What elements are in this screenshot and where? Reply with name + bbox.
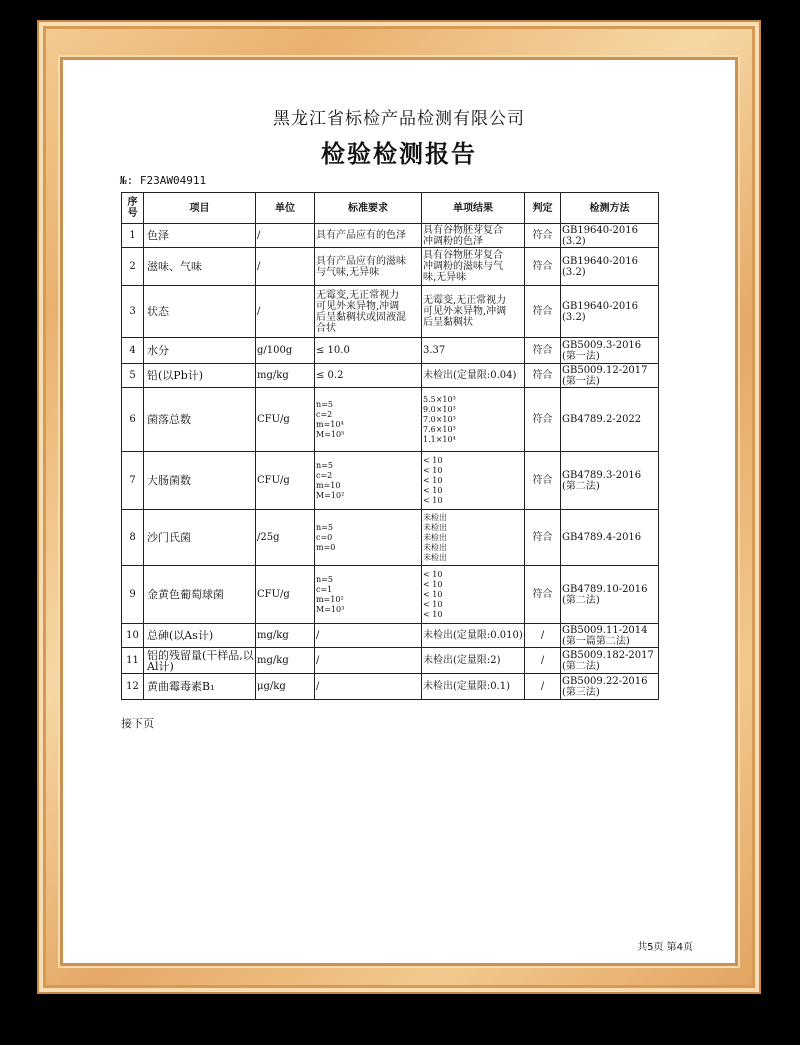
cell-method bbox=[561, 566, 659, 624]
cell-requirement-line: M=10² bbox=[316, 490, 345, 500]
table-row bbox=[122, 364, 659, 388]
table-row bbox=[122, 566, 659, 624]
cell-result bbox=[422, 624, 525, 648]
cell-judgement: 符合 bbox=[525, 510, 561, 566]
cell-method-line: GB4789.2-2022 bbox=[562, 414, 642, 425]
cell-result-line: 未检出 bbox=[423, 552, 447, 562]
table-row bbox=[122, 510, 659, 566]
cell-result-line: 7.0×10³ bbox=[423, 414, 456, 424]
col-header-method: 检测方法 bbox=[561, 193, 659, 224]
cell-requirement-line: ≤ 10.0 bbox=[316, 345, 350, 356]
cell-item: 铅(以Pb计) bbox=[144, 364, 256, 388]
cell-requirement-line: c=2 bbox=[316, 409, 333, 419]
cell-judgement: 符合 bbox=[525, 338, 561, 364]
col-header-no: 序号 bbox=[122, 193, 144, 224]
cell-result bbox=[422, 248, 525, 286]
cell-method bbox=[561, 674, 659, 700]
cell-result-line: 冲调粉的色泽 bbox=[423, 235, 483, 247]
cell-method bbox=[561, 286, 659, 338]
cell-method bbox=[561, 338, 659, 364]
cell-judgement: 符合 bbox=[525, 364, 561, 388]
cell-no: 10 bbox=[122, 624, 144, 648]
cell-judgement: 符合 bbox=[525, 248, 561, 286]
cell-unit: μg/kg bbox=[256, 674, 315, 700]
continued-note: 接下页 bbox=[121, 717, 154, 730]
cell-requirement-line: m=0 bbox=[316, 542, 336, 552]
cell-no: 4 bbox=[122, 338, 144, 364]
report-number-value: F23AW04911 bbox=[139, 174, 207, 187]
cell-result-line: 未检出(定量限:0.010) bbox=[423, 630, 523, 641]
cell-result-line: 味,无异味 bbox=[423, 272, 467, 283]
cell-requirement-line: M=10³ bbox=[316, 604, 345, 614]
cell-result bbox=[422, 286, 525, 338]
cell-requirement-line: M=10⁵ bbox=[316, 429, 345, 439]
cell-unit: CFU/g bbox=[256, 452, 315, 510]
cell-requirement-line: 具有产品应有的滋味 bbox=[316, 255, 406, 267]
cell-requirement-line: 无霉变,无正常视力 bbox=[316, 289, 400, 301]
cell-result-line: 未检出(定量限:2) bbox=[423, 655, 501, 666]
cell-method bbox=[561, 364, 659, 388]
cell-result bbox=[422, 510, 525, 566]
cell-no: 2 bbox=[122, 248, 144, 286]
cell-judgement: 符合 bbox=[525, 224, 561, 248]
cell-result-line: 冲调粉的滋味与气 bbox=[423, 261, 503, 272]
cell-method-line: (3.2) bbox=[562, 266, 586, 278]
cell-no: 5 bbox=[122, 364, 144, 388]
company-name: 黑龙江省标检产品检测有限公司 bbox=[273, 109, 525, 129]
cell-result bbox=[422, 364, 525, 388]
cell-method-line: GB19640-2016 bbox=[562, 255, 638, 267]
cell-result-line: < 10 bbox=[423, 569, 443, 579]
cell-method-line: (第一法) bbox=[562, 350, 600, 362]
cell-requirement bbox=[315, 286, 422, 338]
cell-result-line: 7.6×10³ bbox=[423, 424, 456, 434]
cell-item: 状态 bbox=[144, 286, 256, 338]
cell-result-line: < 10 bbox=[423, 465, 443, 475]
cell-method-line: GB19640-2016 bbox=[562, 224, 638, 236]
cell-requirement bbox=[315, 566, 422, 624]
cell-requirement bbox=[315, 674, 422, 700]
table-row bbox=[122, 388, 659, 452]
table-row bbox=[122, 338, 659, 364]
cell-result-line: < 10 bbox=[423, 475, 443, 485]
cell-item: 黄曲霉毒素B₁ bbox=[144, 674, 256, 700]
cell-item: 金黄色葡萄球菌 bbox=[144, 566, 256, 624]
cell-item: 总砷(以As计) bbox=[144, 624, 256, 648]
cell-requirement-line: 可见外来异物,冲调 bbox=[316, 300, 400, 312]
cell-result-line: < 10 bbox=[423, 579, 443, 589]
cell-requirement bbox=[315, 388, 422, 452]
cell-requirement-line: m=10⁴ bbox=[316, 419, 344, 429]
col-header-result: 单项结果 bbox=[422, 193, 525, 224]
cell-judgement: 符合 bbox=[525, 566, 561, 624]
cell-result-line: 未检出 bbox=[423, 542, 447, 552]
col-header-item: 项目 bbox=[144, 193, 256, 224]
cell-requirement bbox=[315, 510, 422, 566]
cell-method bbox=[561, 224, 659, 248]
cell-judgement: / bbox=[525, 624, 561, 648]
cell-no: 9 bbox=[122, 566, 144, 624]
cell-method bbox=[561, 388, 659, 452]
cell-result-line: 未检出(定量限:0.04) bbox=[423, 370, 517, 381]
cell-result-line: < 10 bbox=[423, 589, 443, 599]
table-row bbox=[122, 624, 659, 648]
cell-result bbox=[422, 648, 525, 674]
cell-judgement: 符合 bbox=[525, 452, 561, 510]
cell-judgement: 符合 bbox=[525, 286, 561, 338]
cell-requirement-line: c=2 bbox=[316, 470, 333, 480]
cell-method bbox=[561, 510, 659, 566]
table-row bbox=[122, 674, 659, 700]
cell-requirement-line: 具有产品应有的色泽 bbox=[316, 230, 406, 241]
table-row bbox=[122, 286, 659, 338]
cell-requirement-line: n=5 bbox=[316, 574, 333, 584]
cell-item: 色泽 bbox=[144, 224, 256, 248]
cell-method-line: (第一篇第二法) bbox=[562, 635, 630, 647]
cell-result bbox=[422, 224, 525, 248]
cell-unit: mg/kg bbox=[256, 364, 315, 388]
cell-requirement-line: c=1 bbox=[316, 584, 333, 594]
cell-method bbox=[561, 648, 659, 674]
cell-method-line: (第二法) bbox=[562, 480, 600, 492]
cell-result-line: 3.37 bbox=[423, 345, 446, 356]
cell-method bbox=[561, 624, 659, 648]
cell-method-line: (3.2) bbox=[562, 235, 586, 247]
cell-result-line: 无霉变,无正常视力 bbox=[423, 295, 507, 306]
cell-unit: / bbox=[256, 248, 315, 286]
cell-requirement-line: n=5 bbox=[316, 460, 333, 470]
cell-result bbox=[422, 338, 525, 364]
cell-result-line: 1.1×10⁴ bbox=[423, 434, 456, 444]
cell-requirement bbox=[315, 648, 422, 674]
cell-requirement-line: 合状 bbox=[316, 322, 336, 334]
cell-result-line: < 10 bbox=[423, 609, 443, 619]
cell-result bbox=[422, 566, 525, 624]
col-header-unit: 单位 bbox=[256, 193, 315, 224]
cell-requirement-line: n=5 bbox=[316, 522, 333, 532]
cell-method-line: GB5009.11-2014 bbox=[562, 624, 648, 636]
col-header-requirement: 标准要求 bbox=[315, 193, 422, 224]
cell-method-line: GB4789.3-2016 bbox=[562, 469, 642, 481]
cell-requirement-line: c=0 bbox=[316, 532, 333, 542]
cell-requirement bbox=[315, 624, 422, 648]
cell-judgement: 符合 bbox=[525, 388, 561, 452]
cell-result-line: < 10 bbox=[423, 599, 443, 609]
cell-unit: mg/kg bbox=[256, 648, 315, 674]
cell-requirement-line: n=5 bbox=[316, 399, 333, 409]
cell-unit: CFU/g bbox=[256, 566, 315, 624]
cell-no: 12 bbox=[122, 674, 144, 700]
cell-requirement-line: / bbox=[316, 681, 320, 692]
page-indicator: 共5页 第4页 bbox=[637, 942, 693, 953]
cell-result-line: < 10 bbox=[423, 485, 443, 495]
cell-result-line: 具有谷物胚芽复合 bbox=[423, 250, 503, 261]
cell-no: 6 bbox=[122, 388, 144, 452]
cell-method-line: (第二法) bbox=[562, 660, 600, 672]
col-header-judgement: 判定 bbox=[525, 193, 561, 224]
cell-result-line: 未检出(定量限:0.1) bbox=[423, 681, 511, 692]
cell-method-line: GB19640-2016 bbox=[562, 300, 638, 312]
cell-no: 3 bbox=[122, 286, 144, 338]
cell-unit: /25g bbox=[256, 510, 315, 566]
report-number bbox=[120, 174, 206, 187]
table-row bbox=[122, 248, 659, 286]
cell-no: 11 bbox=[122, 648, 144, 674]
cell-method-line: (第三法) bbox=[562, 686, 600, 698]
cell-method bbox=[561, 452, 659, 510]
cell-requirement bbox=[315, 248, 422, 286]
report-title: 检验检测报告 bbox=[321, 139, 477, 168]
cell-requirement-line: 后呈黏稠状或固液混 bbox=[316, 311, 406, 323]
cell-requirement-line: m=10² bbox=[316, 594, 344, 604]
cell-method-line: GB5009.182-2017 bbox=[562, 649, 654, 661]
cell-requirement-line: ≤ 0.2 bbox=[316, 370, 344, 381]
table-row bbox=[122, 224, 659, 248]
cell-method-line: GB5009.3-2016 bbox=[562, 339, 642, 351]
cell-result-line: 未检出 bbox=[423, 512, 447, 522]
cell-result bbox=[422, 674, 525, 700]
cell-item: 大肠菌数 bbox=[144, 452, 256, 510]
cell-item: 水分 bbox=[144, 338, 256, 364]
cell-no: 8 bbox=[122, 510, 144, 566]
cell-requirement-line: / bbox=[316, 655, 320, 666]
table-row bbox=[122, 452, 659, 510]
cell-requirement bbox=[315, 364, 422, 388]
cell-unit: CFU/g bbox=[256, 388, 315, 452]
cell-method-line: GB5009.22-2016 bbox=[562, 675, 648, 687]
cell-unit: / bbox=[256, 224, 315, 248]
cell-result-line: 可见外来异物,冲调 bbox=[423, 306, 507, 317]
cell-method-line: GB4789.10-2016 bbox=[562, 583, 648, 595]
cell-no: 1 bbox=[122, 224, 144, 248]
cell-method-line: GB4789.4-2016 bbox=[562, 532, 642, 543]
cell-item: 沙门氏菌 bbox=[144, 510, 256, 566]
cell-requirement-line: 与气味,无异味 bbox=[316, 266, 380, 278]
cell-requirement bbox=[315, 338, 422, 364]
cell-no: 7 bbox=[122, 452, 144, 510]
cell-item: 菌落总数 bbox=[144, 388, 256, 452]
cell-item: 滋味、气味 bbox=[144, 248, 256, 286]
cell-result-line: < 10 bbox=[423, 495, 443, 505]
cell-requirement-line: m=10 bbox=[316, 480, 341, 490]
cell-unit: g/100g bbox=[256, 338, 315, 364]
report-page bbox=[63, 60, 735, 963]
cell-result-line: 后呈黏稠状 bbox=[423, 317, 473, 328]
report-number-label: №: bbox=[120, 174, 134, 187]
cell-result-line: < 10 bbox=[423, 455, 443, 465]
cell-judgement: / bbox=[525, 674, 561, 700]
cell-requirement bbox=[315, 452, 422, 510]
cell-result-line: 具有谷物胚芽复合 bbox=[423, 224, 503, 236]
cell-result bbox=[422, 452, 525, 510]
cell-method-line: (3.2) bbox=[562, 311, 586, 323]
results-table bbox=[121, 192, 659, 700]
cell-method bbox=[561, 248, 659, 286]
cell-requirement bbox=[315, 224, 422, 248]
cell-unit: mg/kg bbox=[256, 624, 315, 648]
cell-unit: / bbox=[256, 286, 315, 338]
cell-result-line: 9.0×10³ bbox=[423, 404, 456, 414]
cell-judgement: / bbox=[525, 648, 561, 674]
cell-result-line: 未检出 bbox=[423, 532, 447, 542]
cell-method-line: (第一法) bbox=[562, 375, 600, 387]
cell-result-line: 5.5×10³ bbox=[423, 394, 456, 404]
cell-requirement-line: / bbox=[316, 630, 320, 641]
cell-method-line: GB5009.12-2017 bbox=[562, 364, 648, 376]
cell-item: 铝的残留量(干样品,以Al计) bbox=[144, 648, 256, 674]
cell-result-line: 未检出 bbox=[423, 522, 447, 532]
table-row bbox=[122, 648, 659, 674]
cell-method-line: (第二法) bbox=[562, 594, 600, 606]
table-header-row bbox=[122, 193, 659, 224]
cell-result bbox=[422, 388, 525, 452]
